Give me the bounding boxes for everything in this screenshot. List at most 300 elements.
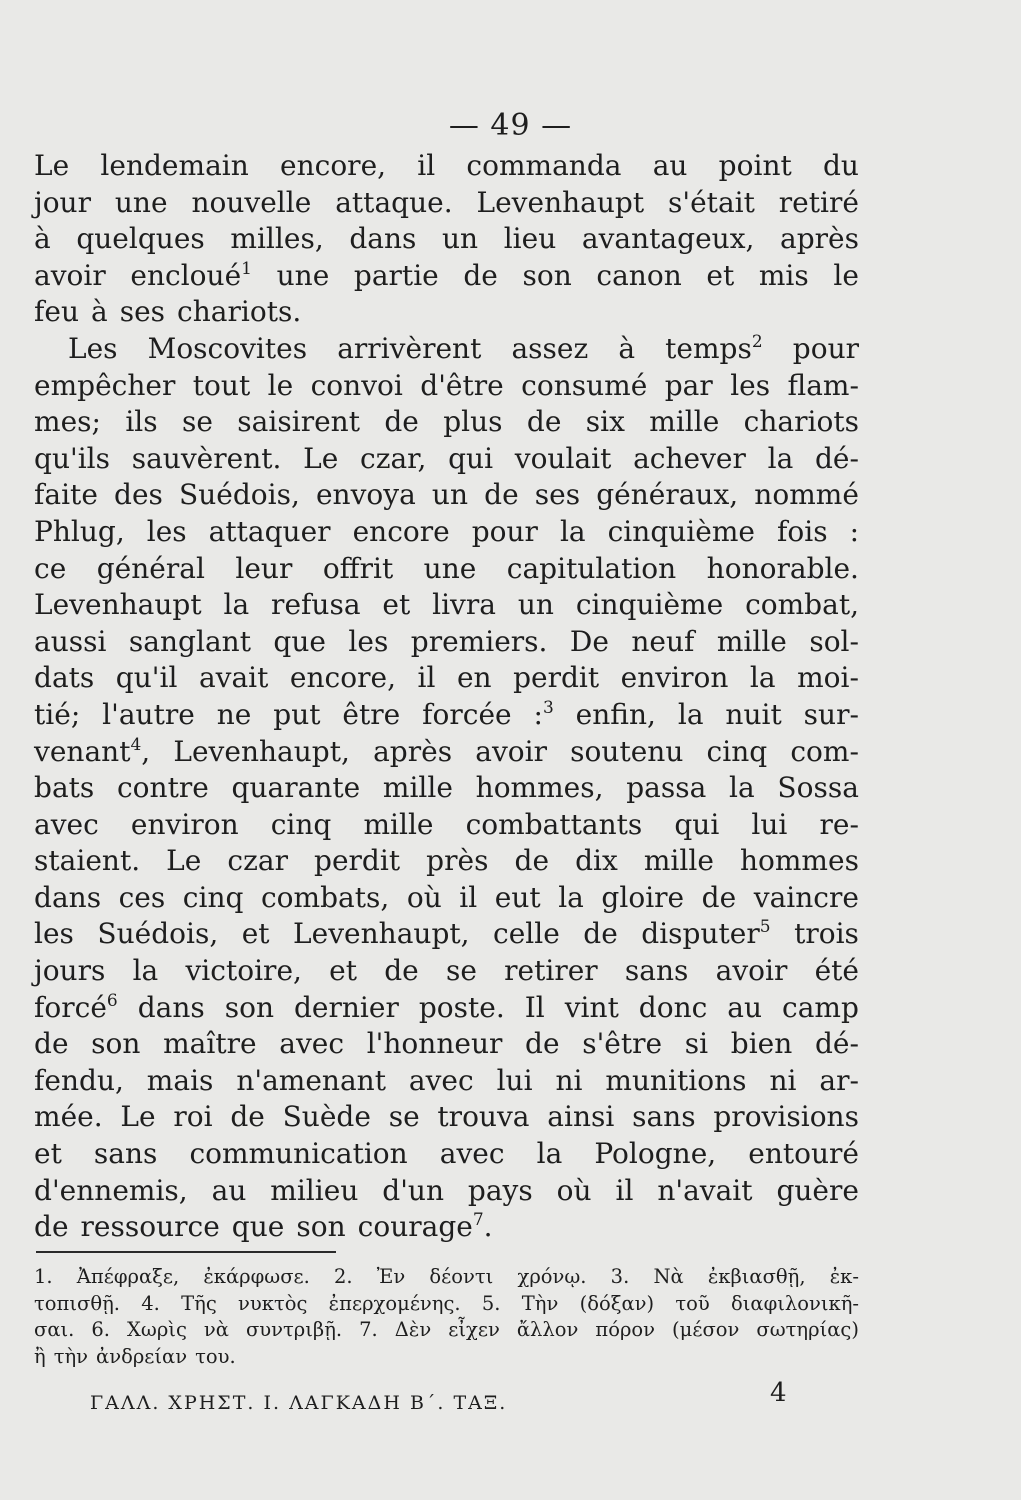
- word: généraux,: [596, 478, 739, 512]
- word: com-: [790, 734, 859, 768]
- word: pays: [467, 1173, 533, 1207]
- word: moi-: [797, 661, 859, 695]
- word: 7.: [359, 1318, 378, 1342]
- word: perdit: [314, 844, 401, 878]
- word: Δὲν: [394, 1318, 432, 1342]
- word: Levenhaupt: [34, 588, 202, 622]
- word: qui: [674, 807, 720, 841]
- text-line: [34, 1136, 859, 1173]
- word: mis: [758, 258, 809, 292]
- word: de: [34, 1027, 69, 1061]
- word: avec: [279, 1027, 345, 1061]
- word: s'être: [582, 1027, 663, 1061]
- text-line: [34, 441, 859, 478]
- word: qu'il: [115, 661, 178, 695]
- word: si: [684, 1027, 709, 1061]
- word: la: [132, 954, 159, 988]
- word: les: [348, 624, 389, 658]
- word: 3.: [610, 1265, 630, 1288]
- word: Moscovites: [147, 331, 308, 365]
- word: combattants: [465, 807, 643, 841]
- word: mille: [716, 624, 787, 658]
- word: d'ennemis,: [34, 1173, 188, 1207]
- text-line: [34, 916, 859, 953]
- word: venant$^4$,: [34, 734, 151, 768]
- word: put: [273, 697, 321, 731]
- word: avait: [198, 661, 269, 695]
- word: Χωρὶς: [127, 1318, 187, 1342]
- word: lieu: [503, 222, 557, 256]
- word: hommes,: [475, 771, 604, 805]
- word: à: [91, 295, 108, 329]
- word: retiré: [778, 185, 859, 219]
- word: voulait: [514, 441, 612, 475]
- word: assez: [511, 331, 589, 365]
- word: à: [618, 331, 636, 365]
- page-number: — 49 —: [448, 108, 573, 143]
- word: σωτηρίας): [756, 1318, 859, 1342]
- word: livra: [432, 588, 496, 622]
- word: encore,: [280, 149, 387, 182]
- word: bats: [34, 771, 95, 805]
- word: czar,: [360, 441, 427, 475]
- footnote-line: [34, 1264, 859, 1291]
- word: ni: [555, 1063, 583, 1097]
- word: de: [583, 917, 618, 951]
- word: chariots.: [177, 295, 302, 329]
- word: son: [522, 258, 572, 292]
- word: czar: [227, 844, 288, 878]
- word: cinq: [706, 734, 768, 768]
- word: victoire,: [185, 954, 302, 988]
- word: encore,: [289, 661, 396, 695]
- word: 6.: [91, 1318, 110, 1342]
- word: ainsi: [547, 1100, 615, 1134]
- word: avoir: [34, 258, 106, 292]
- word: mille: [382, 771, 453, 805]
- word: de: [526, 405, 562, 439]
- word: :$^3$: [533, 697, 554, 731]
- word: πόρον: [595, 1318, 656, 1342]
- text-line: [34, 843, 859, 880]
- word: bien: [730, 1027, 793, 1061]
- word: la: [223, 588, 250, 622]
- word: point: [718, 149, 792, 182]
- word: poste.: [418, 990, 505, 1024]
- word: et: [382, 588, 411, 622]
- word: ses: [119, 295, 166, 329]
- word: ressource: [80, 1210, 220, 1244]
- word: nuit: [725, 697, 782, 731]
- word: consumé: [521, 368, 648, 402]
- text-line: [34, 258, 859, 295]
- word: pour: [471, 514, 538, 548]
- word: de: [230, 1100, 265, 1134]
- word: munitions: [605, 1063, 747, 1097]
- word: Le: [34, 149, 70, 182]
- word: Le: [303, 441, 339, 475]
- word: un: [442, 222, 479, 256]
- word: quelques: [76, 222, 205, 256]
- word: neuf: [631, 624, 695, 658]
- word: cinq: [270, 807, 332, 841]
- word: dé-: [814, 441, 859, 475]
- word: courage$^7$.: [357, 1210, 493, 1244]
- word: lui: [751, 807, 788, 841]
- word: cinquième: [575, 588, 724, 622]
- word: trois: [794, 917, 859, 951]
- word: dix: [575, 844, 618, 878]
- word: enfn,: [575, 697, 656, 731]
- word: νυκτὸς: [238, 1291, 308, 1315]
- word: d'être: [420, 368, 504, 402]
- word: honorable.: [706, 551, 859, 585]
- word: que: [231, 1210, 285, 1244]
- word: ofrit: [322, 551, 394, 585]
- word: 2.: [333, 1265, 353, 1288]
- word: et: [329, 954, 357, 988]
- word: (δόξαν): [579, 1291, 655, 1315]
- word: mais: [146, 1063, 214, 1097]
- word: arrivèrent: [337, 331, 482, 365]
- word: et: [34, 1137, 62, 1171]
- word: fam-: [787, 368, 859, 402]
- word: de: [525, 1027, 560, 1061]
- text-line: [34, 1209, 859, 1246]
- text-line: [34, 1173, 859, 1210]
- word: dans: [137, 990, 205, 1024]
- word: eut: [494, 880, 541, 914]
- word: Suède: [282, 1100, 371, 1134]
- word: la: [749, 661, 776, 695]
- word: δέοντι: [429, 1265, 494, 1288]
- text-line: [34, 880, 859, 917]
- word: les: [730, 368, 771, 402]
- text-line: [34, 1099, 859, 1136]
- word: avec: [34, 807, 99, 841]
- word: Τῆς: [181, 1291, 217, 1315]
- word: près: [426, 844, 489, 878]
- word: ses: [534, 478, 581, 512]
- word: les: [146, 514, 187, 548]
- word: se: [388, 1100, 420, 1134]
- text-line: [34, 185, 859, 222]
- text-line: [34, 660, 859, 697]
- word: milieu: [270, 1173, 359, 1207]
- word: 5.: [481, 1291, 501, 1315]
- word: διαφιλονικῆ-: [731, 1291, 859, 1315]
- word: la: [729, 771, 755, 805]
- word: la: [677, 697, 704, 731]
- word: au: [652, 149, 688, 182]
- word: staient.: [34, 844, 141, 878]
- word: combat,: [745, 588, 859, 622]
- word: n'amenant: [236, 1063, 386, 1097]
- word: de: [463, 258, 498, 292]
- word: tié;: [34, 697, 81, 731]
- text-line: [34, 953, 859, 990]
- word: saisirent: [237, 405, 360, 439]
- word: Il: [524, 990, 545, 1024]
- word: Pologne,: [594, 1137, 717, 1171]
- text-line: [34, 587, 859, 624]
- word: fendu,: [34, 1063, 124, 1097]
- word: de: [34, 1210, 69, 1244]
- word: mille: [363, 807, 434, 841]
- word: chariots: [743, 405, 859, 439]
- text-line: [34, 148, 859, 185]
- word: De: [569, 624, 609, 658]
- word: avoir: [715, 954, 788, 988]
- word: Les: [68, 331, 118, 365]
- word: Levenhaupt,: [293, 917, 470, 951]
- word: une: [276, 258, 330, 292]
- word: Ἀπέφραξε,: [76, 1265, 180, 1288]
- text-line: [34, 734, 859, 771]
- word: se: [181, 405, 213, 439]
- word: mille: [643, 844, 714, 878]
- word: roi: [173, 1100, 213, 1134]
- word: empêcher: [34, 368, 176, 402]
- word: en: [456, 661, 492, 695]
- word: mille: [649, 405, 720, 439]
- word: la: [767, 441, 794, 475]
- word: leur: [235, 551, 293, 585]
- word: la: [536, 1137, 563, 1171]
- word: εἶχεν: [448, 1318, 500, 1342]
- footnote-line: [34, 1344, 859, 1371]
- word: provisions: [713, 1100, 859, 1134]
- word: sans: [93, 1137, 158, 1171]
- word: Sossa: [777, 771, 859, 805]
- word: le: [267, 368, 294, 402]
- word: une: [423, 551, 477, 585]
- word: hommes: [739, 844, 859, 878]
- word: canon: [596, 258, 682, 292]
- word: d'un: [382, 1173, 444, 1207]
- footnotes: [34, 1264, 859, 1370]
- word: achever: [633, 441, 746, 475]
- word: dans: [349, 222, 417, 256]
- word: nouvelle: [191, 185, 312, 219]
- word: forcée: [422, 697, 512, 731]
- footnote-line: [34, 1291, 859, 1318]
- word: cinq: [182, 880, 244, 914]
- word: fois: [776, 514, 828, 548]
- word: qu'ils: [34, 441, 110, 475]
- word: avantageux,: [581, 222, 755, 256]
- word: τοῦ: [675, 1291, 710, 1315]
- word: son: [224, 990, 274, 1024]
- word: de: [514, 844, 550, 878]
- word: il: [459, 880, 478, 914]
- word: tout: [192, 368, 251, 402]
- word: de: [384, 405, 419, 439]
- word: χρόνῳ.: [517, 1265, 587, 1288]
- word: Suédois,: [179, 478, 300, 512]
- word: avec: [408, 1063, 474, 1097]
- word: ἐκάρφωσε.: [203, 1265, 310, 1288]
- word: quarante: [231, 771, 361, 805]
- word: dans: [34, 880, 102, 914]
- word: avec: [439, 1137, 505, 1171]
- word: général: [96, 551, 205, 585]
- word: être: [342, 697, 401, 731]
- word: communication: [189, 1137, 408, 1171]
- word: n'avait: [657, 1173, 753, 1207]
- word: donc: [638, 990, 708, 1024]
- word: encore: [352, 514, 450, 548]
- word: sur-: [803, 697, 859, 731]
- word: Νὰ: [653, 1265, 684, 1288]
- word: sauvèrent.: [131, 441, 282, 475]
- word: partie: [353, 258, 439, 292]
- word: 1.: [34, 1265, 53, 1288]
- word: σαι.: [34, 1318, 75, 1342]
- word: trouva: [437, 1100, 530, 1134]
- word: ἄλλον: [516, 1318, 579, 1342]
- word: l'honneur: [366, 1027, 503, 1061]
- text-line: [34, 990, 859, 1027]
- word: retirer: [504, 954, 598, 988]
- word: maître: [163, 1027, 257, 1061]
- text-line: [34, 368, 859, 405]
- word: s'était: [668, 185, 755, 219]
- word: τοπισθῇ.: [34, 1291, 120, 1315]
- word: de: [384, 954, 419, 988]
- word: 4.: [141, 1291, 160, 1315]
- word: ἐκ-: [829, 1265, 859, 1288]
- word: attaquer: [208, 514, 331, 548]
- word: et: [706, 258, 735, 292]
- word: τὴν: [53, 1344, 89, 1368]
- text-line: [34, 514, 859, 551]
- word: ces: [118, 880, 166, 914]
- word: des: [114, 478, 163, 512]
- footnote-divider: [36, 1251, 336, 1253]
- word: Phlug,: [34, 514, 125, 548]
- word: camp: [782, 990, 859, 1024]
- word: feu: [34, 295, 79, 329]
- word: se: [445, 954, 477, 988]
- word: et: [241, 917, 270, 951]
- word: faite: [34, 478, 98, 512]
- word: au: [727, 990, 763, 1024]
- word: entouré: [748, 1137, 859, 1171]
- text-line: [34, 1063, 859, 1100]
- word: envoya: [315, 478, 416, 512]
- word: nommé: [754, 478, 859, 512]
- word: lui: [496, 1063, 533, 1097]
- word: où: [406, 880, 442, 914]
- word: attaque.: [335, 185, 453, 219]
- word: que: [273, 624, 326, 658]
- word: ni: [769, 1063, 797, 1097]
- word: ils: [125, 405, 158, 439]
- word: νὰ: [203, 1318, 229, 1342]
- word: l'autre: [102, 697, 195, 731]
- text-line: [34, 624, 859, 661]
- word: après: [373, 734, 453, 768]
- word: encloué$^1$: [130, 258, 252, 292]
- word: ce: [34, 551, 67, 585]
- word: cinquième: [607, 514, 755, 548]
- word: celle: [493, 917, 560, 951]
- word: son: [91, 1027, 141, 1061]
- sheet-number: 4: [770, 1378, 787, 1408]
- word: aussi: [34, 624, 107, 658]
- footnote-line: [34, 1317, 859, 1344]
- word: il: [615, 1173, 634, 1207]
- body-text: [34, 148, 859, 1246]
- text-line: [34, 404, 859, 441]
- text-line: [34, 551, 859, 588]
- word: ἐπερχομένης.: [328, 1291, 461, 1315]
- word: le: [833, 258, 859, 292]
- word: mée.: [34, 1100, 103, 1134]
- word: au: [211, 1173, 247, 1207]
- word: soutenu: [570, 734, 684, 768]
- word: lendemain: [100, 149, 249, 182]
- word: sol-: [809, 624, 859, 658]
- word: refusa: [271, 588, 361, 622]
- word: il: [417, 661, 436, 695]
- word: la: [559, 514, 586, 548]
- word: de: [484, 478, 519, 512]
- word: forcé$^6$: [34, 990, 118, 1024]
- word: convoi: [310, 368, 403, 402]
- word: contre: [116, 771, 209, 805]
- word: mes;: [34, 405, 101, 439]
- word: (μέσον: [672, 1318, 740, 1342]
- word: la: [558, 880, 584, 914]
- word: συντριβῇ.: [245, 1318, 343, 1342]
- word: une: [114, 185, 168, 219]
- word: les: [34, 917, 74, 951]
- text-line: [34, 770, 859, 807]
- word: à: [34, 222, 51, 256]
- text-line: [34, 294, 859, 331]
- word: ἀνδρείαν: [96, 1344, 188, 1368]
- word: combats,: [260, 880, 390, 914]
- word: dé-: [814, 1027, 859, 1061]
- word: sans: [624, 954, 689, 988]
- word: re-: [819, 807, 859, 841]
- word: jours: [34, 954, 106, 988]
- word: του.: [195, 1344, 236, 1368]
- word: été: [814, 954, 859, 988]
- word: temps$^2$: [665, 331, 763, 365]
- printer-signature: ΓΑΛΛ. ΧΡΗΣΤ. Ι. ΛΑΓΚΑΔΗ Β΄. ΤΑΞ.: [90, 1392, 508, 1414]
- word: sans: [632, 1100, 696, 1134]
- word: plus: [443, 405, 503, 439]
- word: vaincre: [753, 880, 859, 914]
- word: gloire: [601, 880, 685, 914]
- word: Levenhaupt: [476, 185, 645, 219]
- word: Levenhaupt,: [173, 734, 350, 768]
- word: de: [701, 880, 737, 914]
- word: Τὴν: [521, 1291, 559, 1315]
- word: qui: [448, 441, 494, 475]
- word: pour: [792, 331, 859, 365]
- word: Ἐν: [376, 1265, 406, 1288]
- word: Le: [166, 844, 202, 878]
- word: Le: [120, 1100, 156, 1134]
- word: ar-: [819, 1063, 859, 1097]
- word: du: [822, 149, 859, 182]
- word: où: [556, 1173, 592, 1207]
- word: milles,: [230, 222, 324, 256]
